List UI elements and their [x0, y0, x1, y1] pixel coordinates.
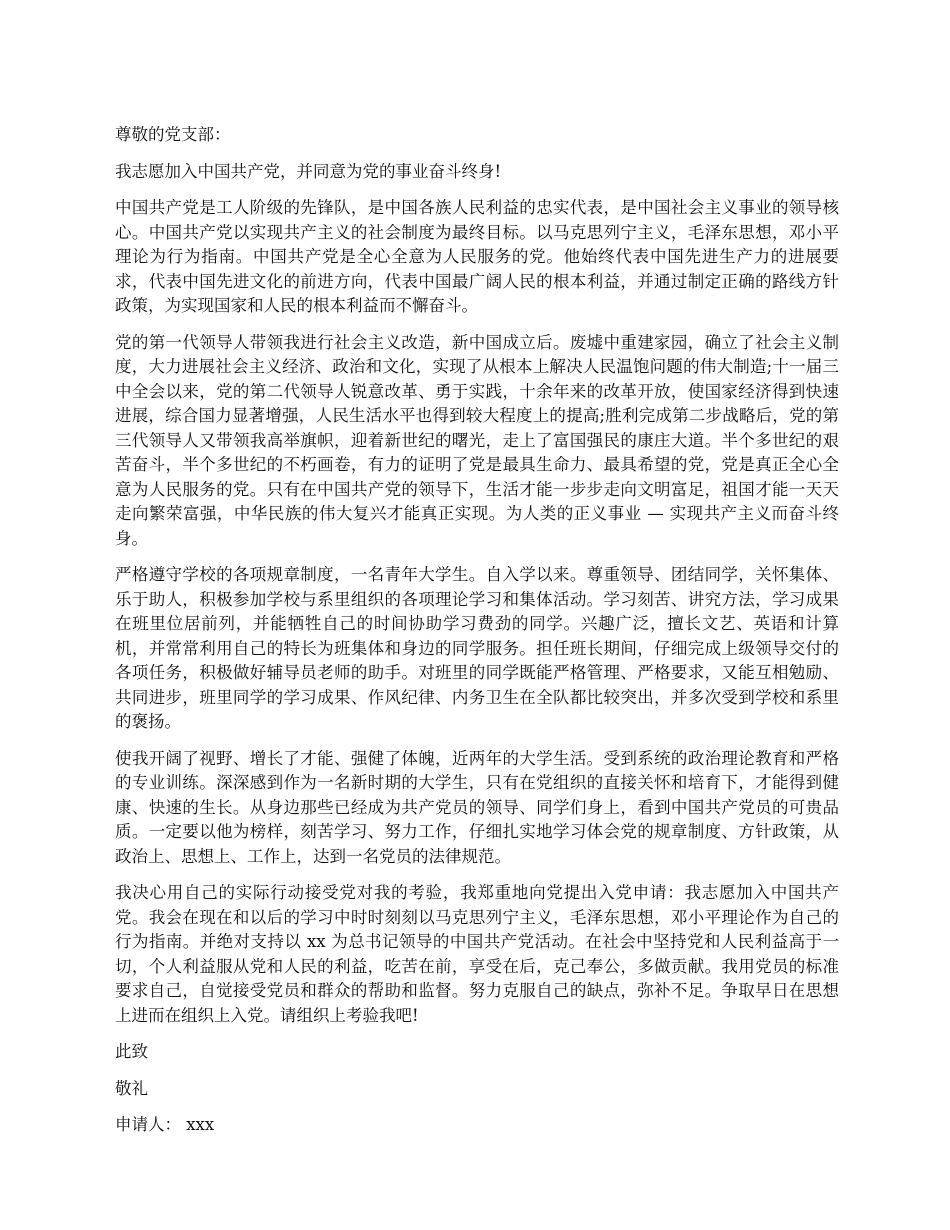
paragraph-pledge: 我志愿加入中国共产党，并同意为党的事业奋斗终身!: [115, 161, 502, 181]
salutation: 尊敬的党支部：: [115, 125, 231, 144]
paragraph-university-life: 使我开阔了视野、增长了才能、强健了体魄，近两年的大学生活。受到系统的政治理论教育和严格的专业训练。深深感到作为一名新时期的大学生，只有在党组织的直接关怀和培育下，才能得到健康、快速的生长。从身边那些已经成为共产党员的领导、同学们身上，看到中国共产党员的可贵品质。一定要以他为榜样，刻苦学习、努力工作，仔细扎实地学习体会党的规章制度、方针政策，从政治上、思想上、工作上，达到一名党员的法律规范。: [115, 748, 839, 866]
closing-ci-zhi: 此致: [115, 1042, 148, 1061]
letter-body: [115, 123, 839, 1150]
paragraph-party-history: 党的第一代领导人带领我进行社会主义改造，新中国成立后。废墟中重建家园，确立了社会主义制度，大力进展社会主义经济、政治和文化，实现了从根本上解决人民温饱问题的伟大制造;十一届三中全会以来，党的第二代领导人锐意改革、勇于实践，十余年来的改革开放，使国家经济得到快速进展，综合国力显著增强，人民生活水平也得到较大程度上的提高;胜利完成第二步战略后，党的第三代领导人又带领我高举旗帜，迎着新世纪的曙光，走上了富国强民的康庄大道。半个多世纪的艰苦奋斗，半个多世纪的不朽画卷，有力的证明了党是最具生命力、最具希望的党，党是真正全心全意为人民服务的党。只有在中国共产党的领导下，生活才能一步步走向文明富足，祖国才能一天天走向繁荣富强，中华民族的伟大复兴才能真正实现。为人类的正义事业 — 实现共产主义而奋斗终身。: [115, 332, 839, 548]
paragraph-party-intro: 中国共产党是工人阶级的先锋队，是中国各族人民利益的忠实代表，是中国社会主义事业的领导核心。中国共产党以实现共产主义的社会制度为最终目标。以马克思列宁主义，毛泽东思想，邓小平理论为行为指南。中国共产党是全心全意为人民服务的党。他始终代表中国先进生产力的进展要求，代表中国先进文化的前进方向，代表中国最广阔人民的根本利益，并通过制定正确的路线方针政策，为实现国家和人民的根本利益而不懈奋斗。: [115, 198, 839, 315]
paragraph-application: 我决心用自己的实际行动接受党对我的考验，我郑重地向党提出入党申请：我志愿加入中国共产党。我会在现在和以后的学习中时时刻刻以马克思列宁主义，毛泽东思想，邓小平理论作为自己的行为指南。并绝对支持以 xx 为总书记领导的中国共产党活动。在社会中坚持党和人民利益高于一切，个人利益服从党和人民的利益，吃苦在前，享受在后，克己奉公，多做贡献。我用党员的标准要求自己，自觉接受党员和群众的帮助和监督。努力克服自己的缺点，弥补不足。争取早日在思想上进而在组织上入党。请组织上考验我吧!: [115, 883, 839, 1025]
signature: 申请人： xxx: [115, 1115, 215, 1134]
paragraph-personal-conduct: 严格遵守学校的各项规章制度，一名青年大学生。自入学以来。尊重领导、团结同学，关怀集体、乐于助人，积极参加学校与系里组织的各项理论学习和集体活动。学习刻苦、讲究方法，学习成果在班里位居前列，并能牺牲自己的时间协助学习费劲的同学。兴趣广泛，擅长文艺、英语和计算机，并常常利用自己的特长为班集体和身边的同学服务。担任班长期间，仔细完成上级领导交付的各项任务，积极做好辅导员老师的助手。对班里的同学既能严格管理、严格要求，又能互相勉励、共同进步，班里同学的学习成果、作风纪律、内务卫生在全队都比较突出，并多次受到学校和系里的褒扬。: [115, 565, 839, 731]
closing-jing-li: 敬礼: [115, 1078, 148, 1098]
